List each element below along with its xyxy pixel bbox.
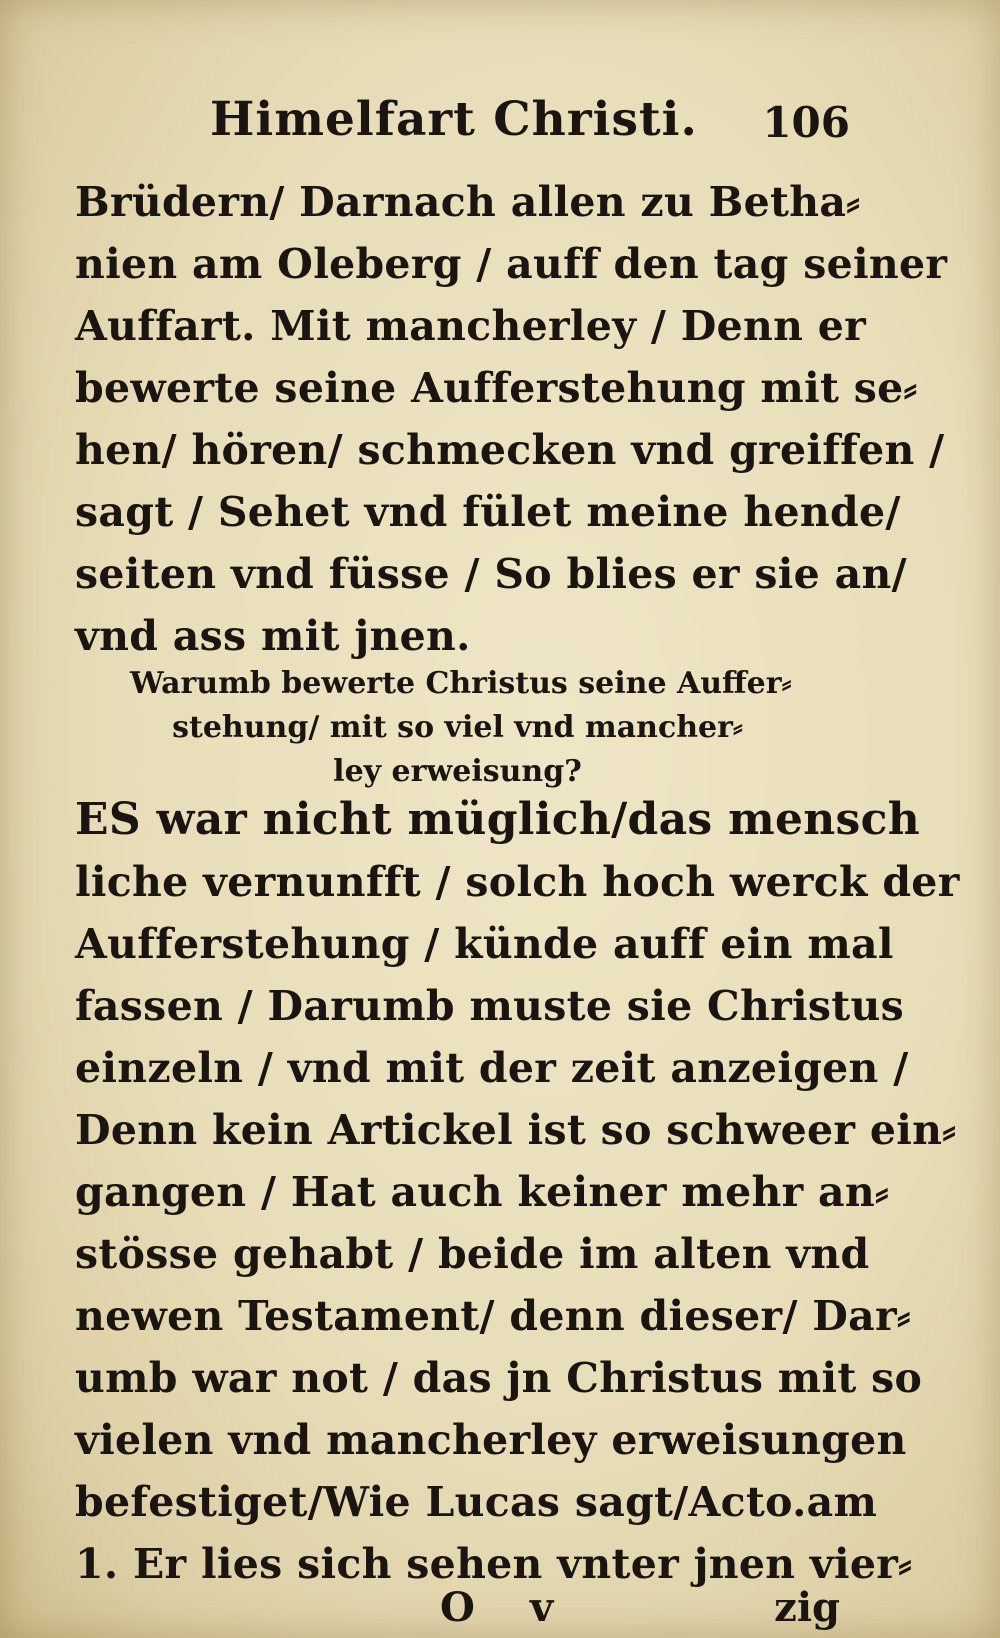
body-line: nien am Oleberg / auff den tag seiner <box>75 240 948 288</box>
answer-line: vielen vnd mancherley erweisungen <box>75 1416 907 1464</box>
answer-line: newen Testament/ denn dieser/ Dar⸗ <box>75 1292 911 1340</box>
answer-line: Aufferstehung / künde auff ein mal <box>75 920 894 968</box>
answer-line-initial: ES war nicht müglich/das mensch <box>75 794 920 845</box>
catchword: zig <box>774 1584 840 1631</box>
question-heading-line: stehung/ mit so viel vnd mancher⸗ <box>172 710 743 745</box>
question-heading-line: ley erweisung? <box>333 754 582 789</box>
body-line: bewerte seine Aufferstehung mit se⸗ <box>75 364 918 412</box>
body-line: Brüdern/ Darnach allen zu Betha⸗ <box>75 178 861 226</box>
running-title: Himelfart Christi. <box>210 92 698 147</box>
signature-number: v <box>530 1584 554 1631</box>
answer-line: gangen / Hat auch keiner mehr an⸗ <box>75 1168 889 1216</box>
body-line: vnd ass mit jnen. <box>75 612 471 660</box>
folio-number: 106 <box>762 98 850 147</box>
body-line: seiten vnd füsse / So blies er sie an/ <box>75 550 907 598</box>
answer-line: einzeln / vnd mit der zeit anzeigen / <box>75 1044 909 1092</box>
answer-line: liche vernunfft / solch hoch werck der <box>75 858 960 906</box>
page-footer <box>440 1578 840 1638</box>
answer-line: 1. Er lies sich sehen vnter jnen vier⸗ <box>75 1540 913 1588</box>
answer-line: befestiget/Wie Lucas sagt/Acto.am <box>75 1478 878 1526</box>
question-heading-line: Warumb bewerte Christus seine Auffer⸗ <box>130 666 792 701</box>
body-line: sagt / Sehet vnd fület meine hende/ <box>75 488 901 536</box>
body-line: hen/ hören/ schmecken vnd greiffen / <box>75 426 945 474</box>
page-header <box>210 92 850 162</box>
answer-line: Denn kein Artickel ist so schweer ein⸗ <box>75 1106 957 1154</box>
body-line: Auffart. Mit mancherley / Denn er <box>75 302 867 350</box>
answer-line: fassen / Darumb muste sie Christus <box>75 982 904 1030</box>
signature-mark: O <box>440 1584 475 1631</box>
answer-line: umb war not / das jn Christus mit so <box>75 1354 923 1402</box>
answer-line: stösse gehabt / beide im alten vnd <box>75 1230 870 1278</box>
